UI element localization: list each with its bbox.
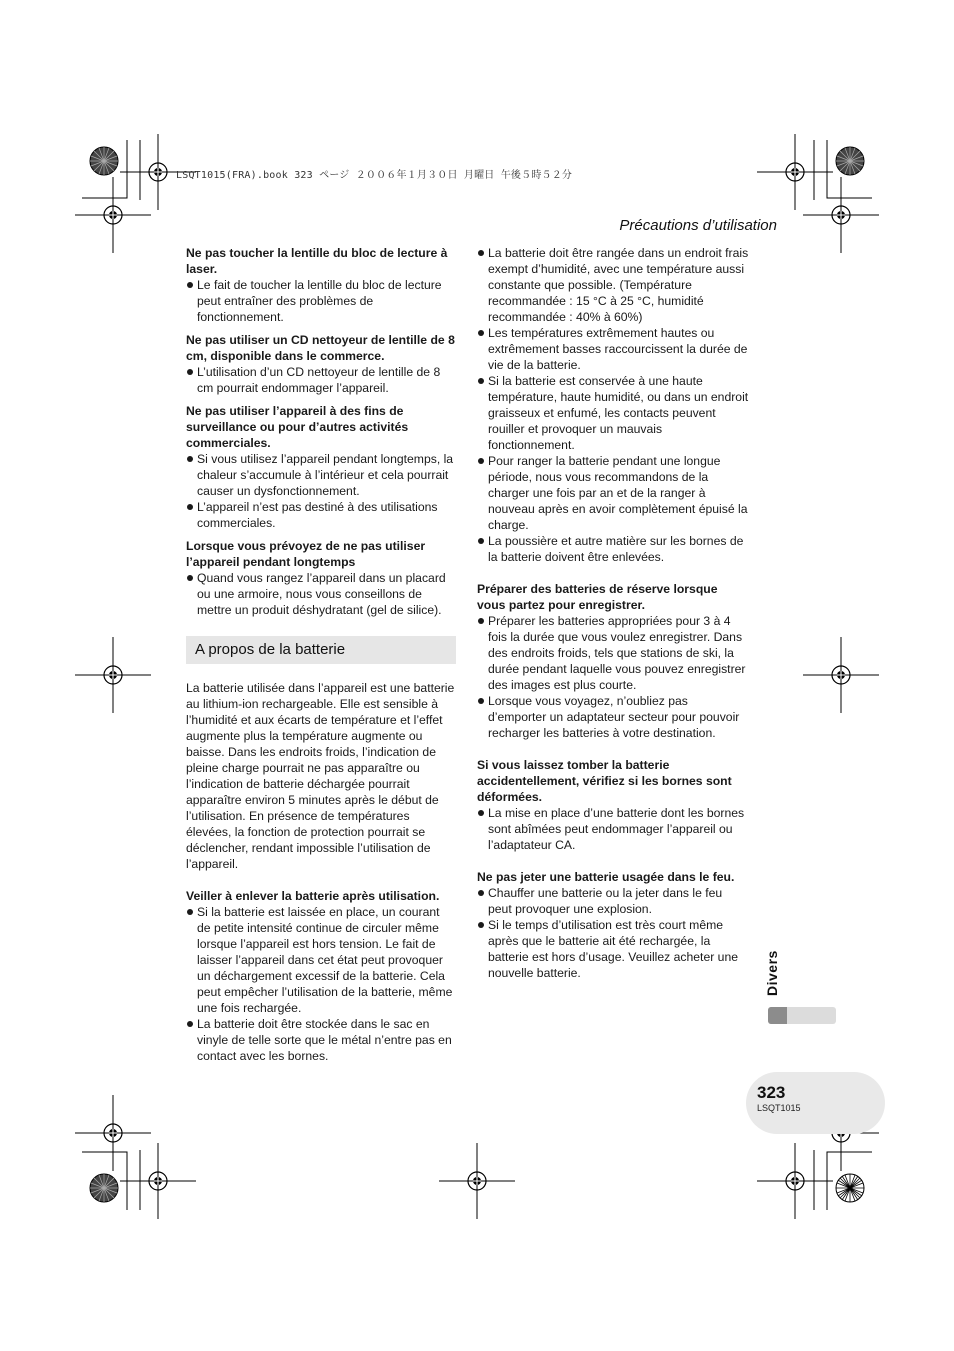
list-item: Le fait de toucher la lentille du bloc de lecture peut entraîner des problèmes de fonctionnement. xyxy=(186,277,456,325)
list-item: Quand vous rangez l’appareil dans un placard ou une armoire, nous vous conseillons de mettre un produit déshydratant (gel de silice). xyxy=(186,570,456,618)
list-storage xyxy=(477,245,749,565)
side-tab-label: Divers xyxy=(764,950,780,996)
list-item: Lorsque vous voyagez, n’oubliez pas d’emporter un adaptateur secteur pour pouvoir recharger les batteries à votre destination. xyxy=(477,693,749,741)
list-item: La poussière et autre matière sur les bornes de la batterie doivent être enlevées. xyxy=(477,533,749,565)
heading-long-storage: Lorsque vous prévoyez de ne pas utiliser l’appareil pendant longtemps xyxy=(186,539,426,569)
list-dropped-battery xyxy=(477,805,749,853)
heading-cd-cleaner: Ne pas utiliser un CD nettoyeur de lentille de 8 cm, disponible dans le commerce. xyxy=(186,333,455,363)
page-number: 323 xyxy=(757,1083,786,1102)
side-tab-bar xyxy=(768,1007,836,1024)
list-item: L’utilisation d’un CD nettoyeur de lentille de 8 cm pourrait endommager l’appareil. xyxy=(186,364,456,396)
list-item: Les températures extrêmement hautes ou extrêmement basses raccourcissent la durée de vie de la batterie. xyxy=(477,325,749,373)
battery-section-band: A propos de la batterie xyxy=(186,636,456,664)
heading-spare-batteries: Préparer des batteries de réserve lorsque vous partez pour enregistrer. xyxy=(477,582,718,612)
list-item: Si le temps d’utilisation est très court même après que le batterie ait été rechargée, la batterie est hors d’usage. Veuillez acheter une nouvelle batterie. xyxy=(477,917,749,981)
list-item: La batterie doit être rangée dans un endroit frais exempt d’humidité, avec une température aussi constante que possible. (Température recommandée : 15 °C à 25 °C, humidité recommandée : 40% à 60%) xyxy=(477,245,749,325)
list-item: La batterie doit être stockée dans le sac en vinyle de telle sorte que le métal n’entre pas en contact avec les bornes. xyxy=(186,1016,456,1064)
list-no-fire xyxy=(477,885,749,981)
list-cd-cleaner xyxy=(186,364,456,396)
heading-remove-battery: Veiller à enlever la batterie après utilisation. xyxy=(186,889,440,903)
list-remove-battery xyxy=(186,904,456,1064)
print-header: LSQT1015(FRA).book 323 ページ ２００６年１月３０日 月曜日 午後５時５２分 xyxy=(176,170,573,181)
list-item: Si la batterie est conservée à une haute température, haute humidité, ou dans un endroit graisseux et enfumé, les contacts peuvent rouiller et provoquer un mauvais fonctionnement. xyxy=(477,373,749,453)
list-item: La mise en place d’une batterie dont les bornes sont abîmées peut endommager l’appareil ou l’adaptateur CA. xyxy=(477,805,749,853)
heading-dropped-battery: Si vous laissez tomber la batterie accidentellement, vérifiez si les bornes sont déformées. xyxy=(477,758,732,804)
list-lens xyxy=(186,277,456,325)
heading-surveillance: Ne pas utiliser l’appareil à des fins de surveillance ou pour d’autres activités commerciales. xyxy=(186,404,409,450)
list-surveillance xyxy=(186,451,456,531)
list-item: Chauffer une batterie ou la jeter dans le feu peut provoquer une explosion. xyxy=(477,885,749,917)
list-item: Préparer les batteries appropriées pour 3 à 4 fois la durée que vous voulez enregistrer. Dans des endroits froids, tels que stations de ski, la durée pendant laquelle vous pouvez enregistrer des images est plus courte. xyxy=(477,613,749,693)
list-long-storage xyxy=(186,570,456,618)
heading-no-fire: Ne pas jeter une batterie usagée dans le feu. xyxy=(477,870,735,884)
left-column xyxy=(186,245,456,1064)
list-item: L’appareil n’est pas destiné à des utilisations commerciales. xyxy=(186,499,456,531)
right-column xyxy=(477,245,749,981)
list-item: Pour ranger la batterie pendant une longue période, nous vous recommandons de la charger une fois par an et de la ranger à nouveau après en avoir complètement épuisé la charge. xyxy=(477,453,749,533)
heading-lens: Ne pas toucher la lentille du bloc de lecture à laser. xyxy=(186,246,448,276)
list-item: Si vous utilisez l’appareil pendant longtemps, la chaleur s’accumule à l’intérieur et cela pourrait causer un dysfonctionnement. xyxy=(186,451,456,499)
page-code: LSQT1015 xyxy=(757,1103,801,1113)
section-title: Précautions d’utilisation xyxy=(619,217,777,234)
list-spare-batteries xyxy=(477,613,749,741)
list-item: Si la batterie est laissée en place, un courant de petite intensité continue de circuler même lorsque l’appareil est hors tension. Le fait de laisser l’appareil dans cet état peut provoquer un déchargement excessif de la batterie. Cela peut empêcher l’utilisation de la batterie, même une fois rechargée. xyxy=(186,904,456,1016)
battery-intro: La batterie utilisée dans l’appareil est une batterie au lithium-ion rechargeable. Elle est sensible à l’humidité et aux écarts de température et l’effet augmente plus la température augmente ou baisse. Dans les endroits froids, l’indication de pleine charge pourrait ne pas apparaître ou l’indication de batterie déchargée pourrait apparaître environ 5 minutes après le début de l’utilisation. En présence de températures élevées, la fonction de protection pourrait se déclencher, rendant impossible l’utilisation de l’appareil. xyxy=(186,681,455,871)
